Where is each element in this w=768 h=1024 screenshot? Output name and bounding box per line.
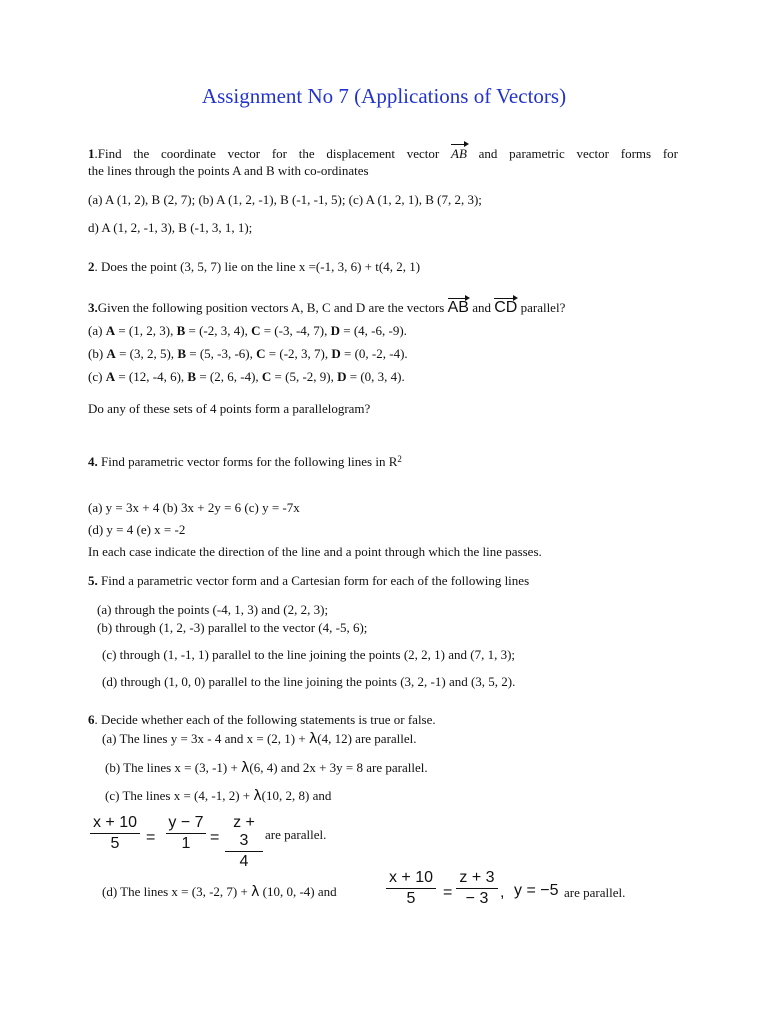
point-b-label: B — [177, 346, 186, 361]
q4-number: 4. — [88, 454, 98, 469]
fraction-denominator: 4 — [239, 853, 249, 870]
q3-row-label: (c) — [88, 369, 106, 384]
point-b-value: = (-2, 3, 4), — [185, 323, 252, 338]
q6-b-text-1: (b) The lines x = (3, -1) + — [105, 760, 242, 775]
point-c-label: C — [256, 346, 266, 361]
q3-parallelogram-question: Do any of these sets of 4 points form a parallelogram? — [88, 401, 371, 416]
fraction-bar — [90, 833, 140, 834]
fraction-bar — [225, 851, 263, 852]
lambda-symbol: λ — [253, 788, 262, 804]
point-c-label: C — [261, 369, 272, 384]
equals-sign: = — [210, 829, 220, 846]
point-b-value: = (2, 6, -4), — [196, 369, 262, 384]
q5-part-d: (d) through (1, 0, 0) parallel to the line joining the points (3, 2, -1) and (3, 5, 2). — [102, 674, 516, 689]
q2-text: . Does the point (3, 5, 7) lie on the line x =(-1, 3, 6) + t(4, 2, 1) — [94, 259, 421, 274]
q3-row-b — [88, 346, 408, 362]
point-d-label: D — [331, 346, 341, 361]
point-a-label: A — [105, 369, 116, 384]
point-d-value: = (4, -6, -9). — [340, 323, 407, 338]
point-a-label: A — [106, 346, 116, 361]
point-b-label: B — [176, 323, 186, 338]
point-a-value: = (12, -4, 6), — [115, 369, 188, 384]
page-title: Assignment No 7 (Applications of Vectors) — [201, 84, 567, 108]
q3-row-a — [88, 323, 407, 339]
point-a-value: = (1, 2, 3), — [115, 323, 177, 338]
q1-text-b: and parametric vector forms for — [478, 146, 679, 161]
q6-text: . Decide whether each of the following statements is true or false. — [94, 712, 436, 727]
point-a-value: = (3, 2, 5), — [115, 346, 178, 361]
q1-number: 1 — [88, 146, 95, 161]
fraction-denominator: 1 — [181, 835, 191, 852]
fraction-bar — [456, 888, 498, 889]
q3-text-a: Given the following position vectors A, B, C and D are the vectors — [97, 300, 445, 315]
lambda-symbol: λ — [241, 760, 250, 776]
q5-line — [88, 573, 529, 589]
fraction-z — [225, 814, 263, 871]
q3-vector-cd: CD — [494, 299, 518, 316]
q2-number: 2 — [88, 259, 95, 274]
point-d-label: D — [337, 369, 347, 384]
q6-number: 6 — [88, 712, 95, 727]
q3-and: and — [472, 300, 491, 315]
q1-line-2: the lines through the points A and B with co-ordinates — [88, 163, 369, 178]
q5-part-c: (c) through (1, -1, 1) parallel to the line joining the points (2, 2, 1) and (7, 1, 3); — [102, 647, 516, 662]
fraction-denominator: 5 — [406, 890, 416, 907]
q3-row-label: (a) — [88, 323, 106, 338]
q3-text-b: parallel? — [520, 300, 566, 315]
fraction-numerator: x + 10 — [388, 869, 434, 886]
q1-vector-ab: AB — [451, 146, 467, 161]
q6-line — [88, 712, 436, 728]
q5-part-a: (a) through the points (-4, 1, 3) and (2, 2, 3); — [97, 602, 329, 617]
q6-d-text-2: (10, 0, -4) and — [259, 884, 337, 899]
point-c-value: = (-2, 3, 7), — [265, 346, 332, 361]
point-c-value: = (-3, -4, 7), — [260, 323, 331, 338]
q3-number: 3. — [88, 300, 98, 315]
q3-row-label: (b) — [88, 346, 107, 361]
q5-number: 5. — [88, 573, 98, 588]
fraction-denominator: 5 — [110, 835, 120, 852]
q3-row-c — [88, 369, 405, 385]
point-a-label: A — [105, 323, 116, 338]
point-b-label: B — [187, 369, 197, 384]
fraction-numerator: z + 3 — [459, 869, 495, 886]
point-d-value: = (0, -2, -4). — [340, 346, 408, 361]
point-d-label: D — [330, 323, 341, 338]
fraction-z-d — [456, 869, 498, 908]
q1-parts-abc: (a) A (1, 2), B (2, 7); (b) A (1, 2, -1), B (-1, -1, 5); (c) A (1, 2, 1), B (7, 2, 3); — [88, 192, 482, 207]
q6-a-text-1: (a) The lines y = 3x - 4 and x = (2, 1) + — [102, 731, 309, 746]
q3-line — [88, 300, 565, 316]
y-equation: y = −5 — [514, 882, 559, 899]
q4-instruction: In each case indicate the direction of the line and a point through which the line passes. — [88, 544, 542, 559]
q4-parts-abc: (a) y = 3x + 4 (b) 3x + 2y = 6 (c) y = -7x — [88, 500, 300, 515]
point-c-label: C — [251, 323, 261, 338]
equals-sign: = — [146, 829, 156, 846]
point-c-value: = (5, -2, 9), — [271, 369, 338, 384]
q1-part-d: d) A (1, 2, -1, 3), B (-1, 3, 1, 1); — [88, 220, 253, 235]
point-b-value: = (5, -3, -6), — [185, 346, 257, 361]
lambda-symbol: λ — [251, 884, 260, 900]
q6-part-c — [105, 788, 331, 804]
q1-text-a: .Find the coordinate vector for the displacement vector — [94, 146, 440, 161]
fraction-numerator: x + 10 — [92, 814, 138, 831]
fraction-y — [166, 814, 206, 853]
q6-part-b — [105, 760, 428, 776]
q6-part-a — [102, 731, 417, 747]
q4-line — [88, 454, 402, 470]
q5-part-b: (b) through (1, 2, -3) parallel to the vector (4, -5, 6); — [97, 620, 368, 635]
q3-vector-ab: AB — [447, 299, 469, 316]
fraction-numerator: y − 7 — [168, 814, 204, 831]
lambda-symbol: λ — [308, 731, 318, 747]
q6-d-tail: are parallel. — [564, 885, 626, 900]
comma: , — [500, 884, 505, 901]
fraction-x-d — [386, 869, 436, 908]
fraction-numerator: z + 3 — [233, 814, 255, 849]
point-d-value: = (0, 3, 4). — [346, 369, 405, 384]
q4-text: Find parametric vector forms for the following lines in R — [97, 454, 398, 469]
fraction-denominator: − 3 — [465, 890, 489, 907]
fraction-x — [90, 814, 140, 853]
fraction-bar — [166, 833, 206, 834]
q5-text: Find a parametric vector form and a Cartesian form for each of the following lines — [97, 573, 530, 588]
q6-c-tail: are parallel. — [265, 827, 327, 842]
q1-line-1 — [88, 146, 678, 162]
q6-c-text-2: (10, 2, 8) and — [261, 788, 332, 803]
q6-c-text-1: (c) The lines x = (4, -1, 2) + — [105, 788, 254, 803]
fraction-bar — [386, 888, 436, 889]
q4-parts-de: (d) y = 4 (e) x = -2 — [88, 522, 186, 537]
q4-superscript: 2 — [397, 454, 402, 464]
q6-d-text-1: (d) The lines x = (3, -2, 7) + — [102, 884, 252, 899]
q2-line — [88, 259, 420, 275]
q6-part-d — [102, 884, 337, 900]
equals-sign: = — [443, 884, 453, 901]
q6-b-text-2: (6, 4) and 2x + 3y = 8 are parallel. — [249, 760, 428, 775]
q6-a-text-2: (4, 12) are parallel. — [317, 731, 417, 746]
